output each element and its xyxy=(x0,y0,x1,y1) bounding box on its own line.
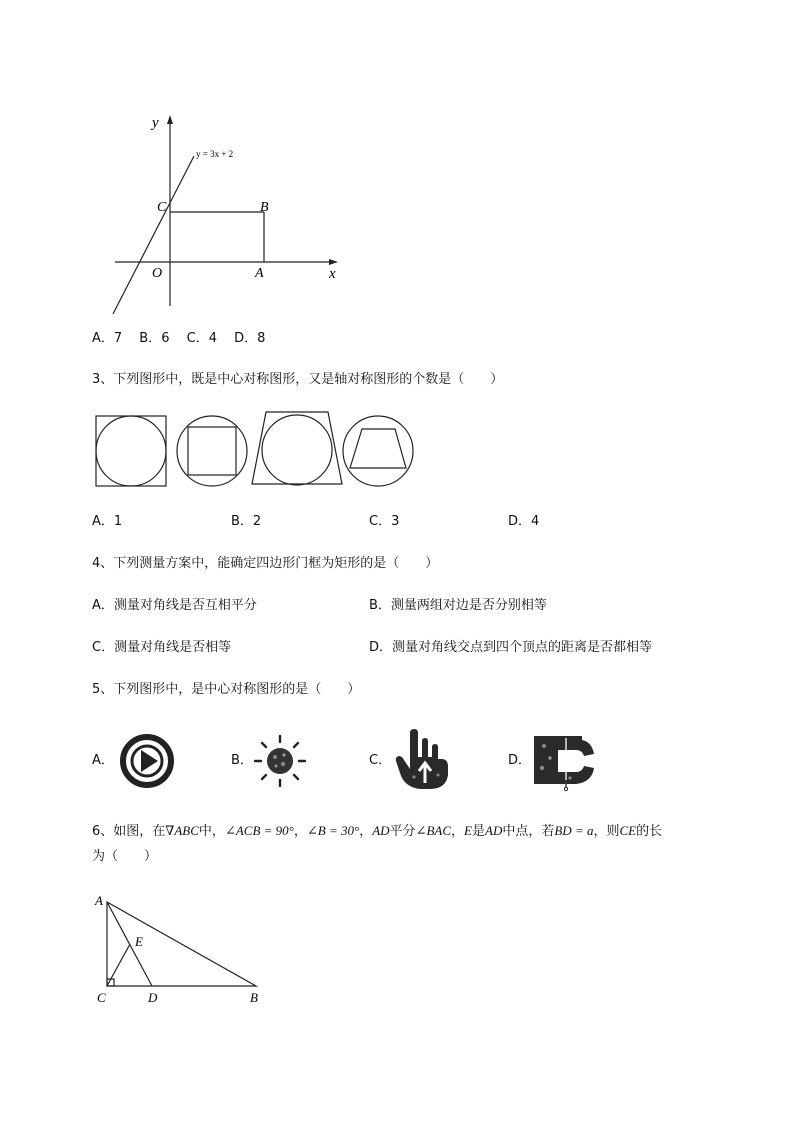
sun-icon xyxy=(252,733,308,789)
q6-angle-b: ∠B = 30° xyxy=(306,823,360,838)
q6-segment-ad: AD xyxy=(485,823,503,838)
point-b-label: B xyxy=(260,200,269,215)
q6-question-line-1 xyxy=(92,822,662,841)
y-axis-arrow xyxy=(167,115,173,124)
q4-option-d: D．测量对角线交点到四个顶点的距离是否都相等 xyxy=(369,640,653,655)
q6-text: 6、如图，在 xyxy=(92,824,166,839)
q6-text: 中点，若 xyxy=(502,824,555,839)
vertex-b-label: B xyxy=(250,990,258,1005)
vertex-c-label: C xyxy=(97,990,106,1005)
q6-triangle-abc: ∇ABC xyxy=(165,823,199,838)
vertex-a-label: A xyxy=(95,893,103,908)
q6-text: 平分 xyxy=(389,824,416,839)
q6-separator: ， xyxy=(293,824,307,839)
q6-question-line-2: 为（ ） xyxy=(92,849,158,864)
play-button-icon xyxy=(116,733,184,789)
q6-angle-bac: ∠BAC xyxy=(415,823,452,838)
q4-option-c: C．测量对角线是否相等 xyxy=(92,640,232,655)
segment-ce xyxy=(107,944,130,986)
pointing-hand-icon xyxy=(392,727,456,793)
q4-option-b: B．测量两组对边是否分别相等 xyxy=(369,598,547,613)
q6-angle-acb: ∠ACB = 90° xyxy=(224,823,294,838)
q4-option-a: A．测量对角线是否互相平分 xyxy=(92,598,257,613)
origin-label: O xyxy=(152,266,163,281)
x-axis-arrow xyxy=(329,259,338,265)
y-axis-label: y xyxy=(152,115,159,131)
q3-option-c: C．3 xyxy=(369,514,400,529)
q5-option-c-label: C． xyxy=(369,753,392,768)
q3-option-a: A．1 xyxy=(92,514,123,529)
point-e-label: E xyxy=(135,934,143,949)
q6-segment-ce: CE xyxy=(619,823,637,838)
q2-options: A．7 B．6 C．4 D．8 xyxy=(92,331,266,346)
circle-with-inscribed-trapezoid xyxy=(343,416,413,486)
q5-option-a-label: A． xyxy=(92,753,114,768)
q6-separator: ， xyxy=(359,824,373,839)
q6-separator: ， xyxy=(451,824,465,839)
q6-bd-equals-a: BD = a xyxy=(554,823,594,838)
q3-figures xyxy=(92,408,422,492)
point-c-label: C xyxy=(157,200,167,215)
q6-text: 是 xyxy=(471,824,485,839)
q2-coordinate-graph xyxy=(100,108,350,318)
letter-c-logo-icon xyxy=(530,730,600,792)
q3-option-b: B．2 xyxy=(231,514,262,529)
q4-question-text: 4、下列测量方案中，能确定四边形门框为矩形的是（ ） xyxy=(92,556,439,571)
q3-option-d: D．4 xyxy=(508,514,540,529)
q6-text: 中， xyxy=(198,824,225,839)
point-d-label: D xyxy=(148,990,158,1005)
q5-question-text: 5、下列图形中，是中心对称图形的是（ ） xyxy=(92,682,361,697)
q6-text: ，则 xyxy=(593,824,620,839)
circle-with-inscribed-square xyxy=(177,416,247,486)
q5-option-d-label: D． xyxy=(508,753,532,768)
q6-text: 的长 xyxy=(636,824,663,839)
q6-segment-ad: AD xyxy=(372,823,390,838)
q6-point-e: E xyxy=(464,823,472,838)
q3-question-text: 3、下列图形中，既是中心对称图形，又是轴对称图形的个数是（ ） xyxy=(92,372,504,387)
trapezoid-with-circle xyxy=(252,412,342,485)
q5-option-b-label: B． xyxy=(231,753,253,768)
square-with-inscribed-circle xyxy=(96,416,166,486)
line-y-3x-2 xyxy=(113,156,194,314)
point-a-label: A xyxy=(255,266,264,281)
line-equation-label: y = 3x + 2 xyxy=(196,149,234,159)
x-axis-label: x xyxy=(329,266,336,282)
q6-triangle-figure xyxy=(90,890,280,1010)
